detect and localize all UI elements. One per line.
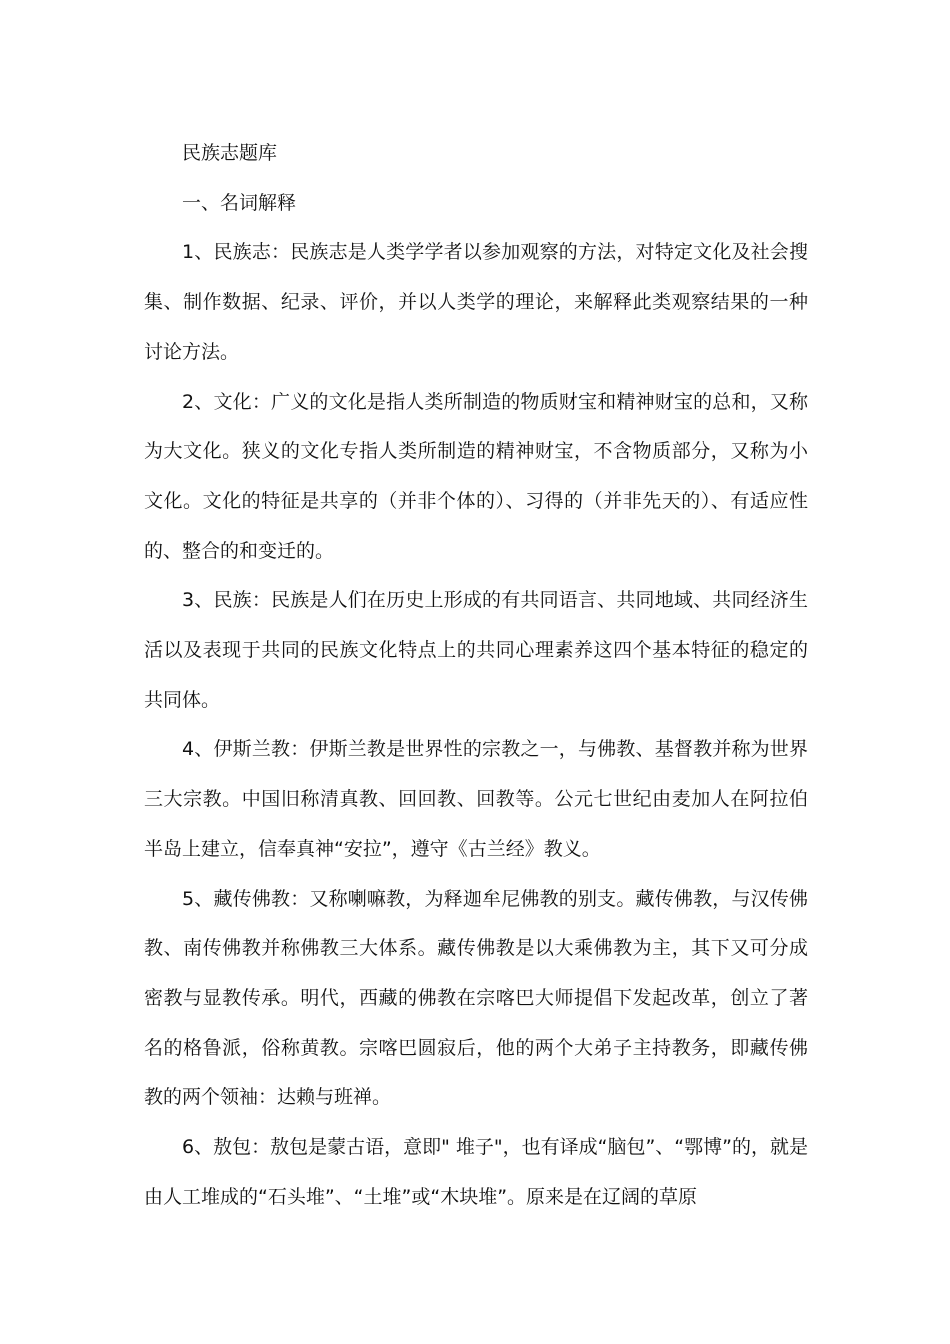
entry-obo: 6、敖包：敖包是蒙古语，意即" 堆子"，也有译成“脑包”、“鄂博”的，就是由人工堆成的“石头堆”、“土堆”或“木块堆”。原来是在辽阔的草原 bbox=[144, 1136, 808, 1208]
entry-tibetan-buddhism: 5、藏传佛教：又称喇嘛教，为释迦牟尼佛教的别支。藏传佛教，与汉传佛教、南传佛教并称佛教三大体系。藏传佛教是以大乘佛教为主，其下又可分成密教与显教传承。明代，西藏的佛教在宗喀巴大师提倡下发起改革，创立了著名的格鲁派，俗称黄教。宗喀巴圆寂后，他的两个大弟子主持教务，即藏传佛教的两个领袖：达赖与班禅。 bbox=[144, 887, 808, 1109]
section-heading: 一、名词解释 bbox=[182, 191, 297, 214]
document-title: 民族志题库 bbox=[182, 142, 278, 164]
entry-culture: 2、文化：广义的文化是指人类所制造的物质财宝和精神财宝的总和，又称为大文化。狭义的文化专指人类所制造的精神财宝，不含物质部分，又称为小文化。文化的特征是共享的（并非个体的）、习得的（并非先天的）、有适应性的、整合的和变迁的。 bbox=[144, 390, 808, 562]
entry-islam: 4、伊斯兰教：伊斯兰教是世界性的宗教之一，与佛教、基督教并称为世界三大宗教。中国旧称清真教、回回教、回教等。公元七世纪由麦加人在阿拉伯半岛上建立，信奉真神“安拉”，遵守《古兰经》教义。 bbox=[144, 738, 808, 860]
document-body bbox=[144, 129, 808, 1222]
entry-nation: 3、民族：民族是人们在历史上形成的有共同语言、共同地域、共同经济生活以及表现于共同的民族文化特点上的共同心理素养这四个基本特征的稳定的共同体。 bbox=[144, 589, 808, 711]
entry-ethnography: 1、民族志：民族志是人类学学者以参加观察的方法，对特定文化及社会搜集、制作数据、纪录、评价，并以人类学的理论，来解释此类观察结果的一种讨论方法。 bbox=[144, 241, 808, 363]
